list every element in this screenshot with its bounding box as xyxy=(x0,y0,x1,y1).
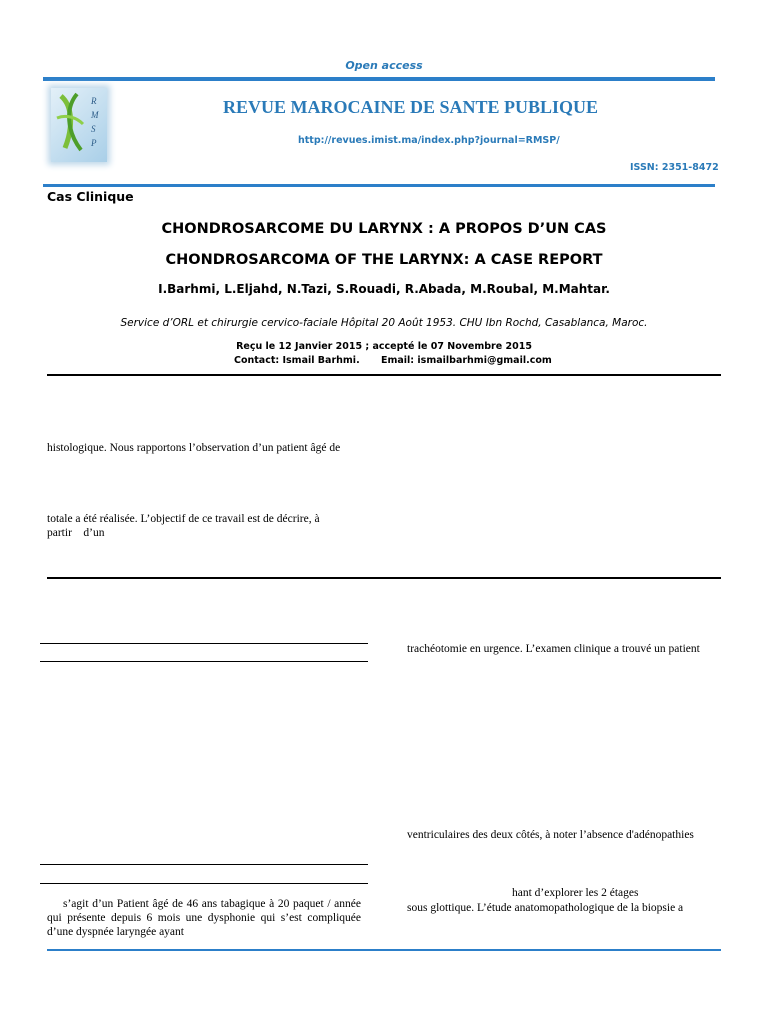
leaf-icon xyxy=(51,88,107,162)
journal-url[interactable]: http://revues.imist.ma/index.php?journal=RMSP/ xyxy=(298,135,560,146)
logo-letter-s: S xyxy=(91,124,96,134)
header-bottom-rule xyxy=(43,184,715,187)
right-column-line: ventriculaires des deux côtés, à noter l’absence d'adénopathies xyxy=(407,829,694,841)
journal-logo xyxy=(51,88,107,162)
abstract-line: partir d’un xyxy=(47,527,105,539)
affiliation: Service d’ORL et chirurgie cervico-faciale Hôpital 20 Août 1953. CHU Ibn Rochd, Casablanca, Maroc. xyxy=(120,317,648,329)
left-rule xyxy=(40,883,368,884)
email[interactable]: Email: ismailbarhmi@gmail.com xyxy=(381,355,552,366)
logo-letter-m: M xyxy=(91,110,99,120)
received-date: Reçu le 12 Janvier 2015 ; accepté le 07 Novembre 2015 xyxy=(236,341,532,352)
right-column-line: hant d’explorer les 2 étages xyxy=(512,887,639,899)
header-top-rule xyxy=(43,77,715,81)
section-label: Cas Clinique xyxy=(47,189,134,204)
issn: ISSN: 2351-8472 xyxy=(630,162,719,173)
abstract-line: totale a été réalisée. L’objectif de ce travail est de décrire, à xyxy=(47,513,320,525)
title-fr: CHONDROSARCOME DU LARYNX : A PROPOS D’UN CAS xyxy=(161,221,607,237)
logo-letter-p: P xyxy=(91,138,97,148)
footer-rule xyxy=(47,949,721,951)
contact: Contact: Ismail Barhmi. xyxy=(234,355,360,366)
right-column-line: trachéotomie en urgence. L’examen clinique a trouvé un patient xyxy=(407,643,700,655)
left-rule xyxy=(40,643,368,644)
abstract-bottom-rule xyxy=(47,577,721,579)
right-column-line: sous glottique. L’étude anatomopathologique de la biopsie a xyxy=(407,902,684,914)
left-rule xyxy=(40,864,368,865)
title-en: CHONDROSARCOMA OF THE LARYNX: A CASE REPORT xyxy=(165,252,603,268)
journal-title: REVUE MAROCAINE DE SANTE PUBLIQUE xyxy=(223,97,599,117)
left-rule xyxy=(40,661,368,662)
abstract-top-rule xyxy=(47,374,721,376)
authors: I.Barhmi, L.Eljahd, N.Tazi, S.Rouadi, R.Abada, M.Roubal, M.Mahtar. xyxy=(158,282,610,296)
abstract-line: histologique. Nous rapportons l’observation d’un patient âgé de xyxy=(47,442,341,454)
open-access-label: Open access xyxy=(345,59,423,72)
logo-letter-r: R xyxy=(91,96,97,106)
case-intro-paragraph: s’agit d’un Patient âgé de 46 ans tabagique à 20 paquet / année qui présente depuis 6 mois une dysphonie qui s’est compliquée d’une dyspnée laryngée ayant xyxy=(47,898,361,938)
